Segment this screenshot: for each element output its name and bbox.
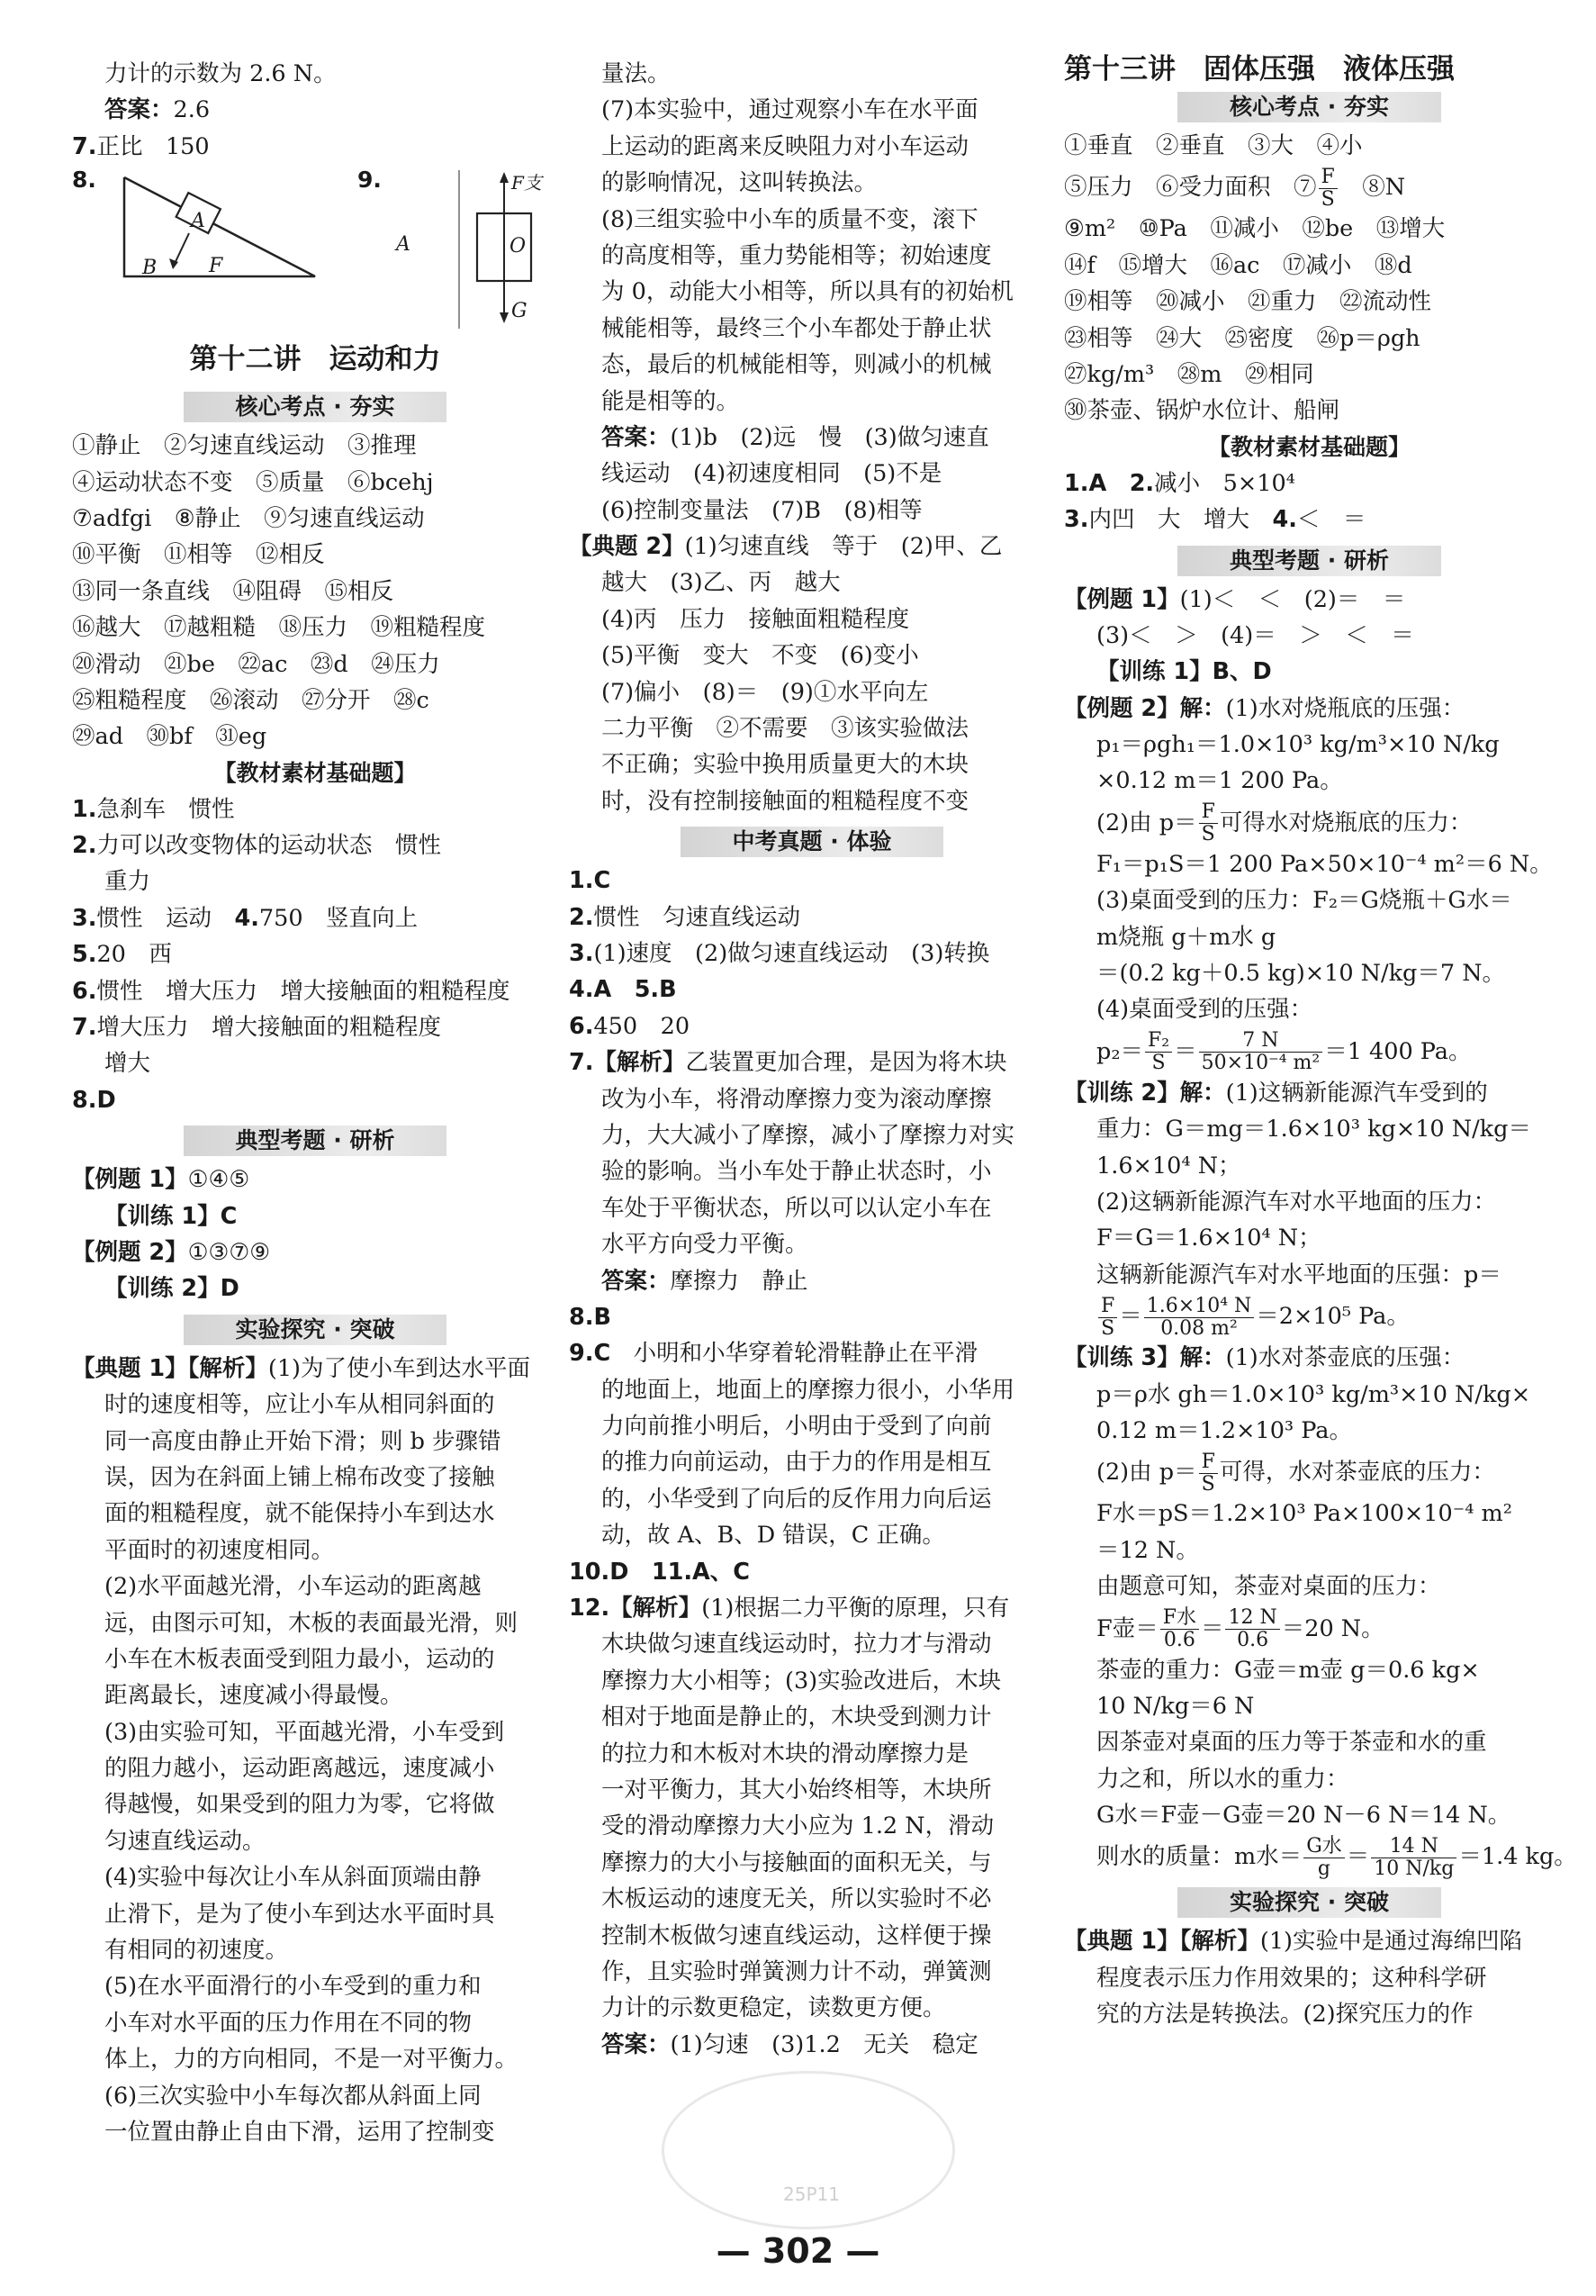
- text-line: (2)由 p＝ $\frac{F}{S}$ 可得，水对茶壶底的压力：: [1096, 1450, 1495, 1496]
- text-line: (4)实验中每次让小车从斜面顶端由静: [104, 1864, 482, 1892]
- text-line: ㉗kg/m³ ㉘m ㉙相同: [1064, 360, 1314, 388]
- figure-9-number: 9.: [357, 167, 382, 194]
- answer-line: 答案：(1)b (2)远 慢 (3)做匀速直: [601, 423, 989, 451]
- section-header: 实验探究 · 突破: [1064, 1887, 1555, 1918]
- answer-line: 1.C: [569, 867, 611, 895]
- answer-line: 8.B: [569, 1303, 611, 1331]
- label-a: A: [191, 210, 205, 233]
- text-line: 茶壶的重力：G壶＝m壶 g＝0.6 kg×: [1096, 1656, 1480, 1684]
- fraction: $\frac{12 N}{0.6}$: [1225, 1607, 1279, 1651]
- text-line: 改为小车，将滑动摩擦力变为滚动摩擦: [601, 1085, 992, 1113]
- answer-line: 答案：(1)匀速 (3)1.2 无关 稳定: [601, 2030, 978, 2058]
- answer-line: 7.【解析】乙装置更加合理，是因为将木块: [569, 1049, 1007, 1077]
- text-line: ⑳滑动 ㉑be ㉒ac ㉓d ㉔压力: [72, 650, 440, 678]
- text-line: 力向前推小明后，小明由于受到了向前: [601, 1413, 992, 1441]
- text-line: ⑤压力 ⑥受力面积 ⑦ $\frac{F}{S}$ ⑧N: [1064, 165, 1406, 211]
- text-line: ⑩平衡 ⑪相等 ⑫相反: [72, 541, 325, 569]
- text-line: 水平方向受力平衡。: [601, 1231, 808, 1259]
- text-line: 量法。: [601, 60, 671, 87]
- text-line: 越大 (3)乙、丙 越大: [601, 569, 841, 597]
- answer-line: 8.D: [72, 1086, 116, 1114]
- answer-line: 答案：摩擦力 静止: [601, 1267, 808, 1295]
- text-line: 由题意可知，茶壶对桌面的压力：: [1096, 1573, 1441, 1601]
- text-line: (8)三组实验中小车的质量不变，滚下: [601, 205, 978, 233]
- text-line: 程度表示压力作用效果的；这种科学研: [1096, 1964, 1487, 1992]
- chapter-title: 第十三讲 固体压强 液体压强: [1064, 53, 1455, 86]
- text-line: p₁＝ρgh₁＝1.0×10³ kg/m³×10 N/kg: [1096, 731, 1500, 759]
- text-line: 能是相等的。: [601, 387, 740, 415]
- text-line: 0.12 m＝1.2×10³ Pa。: [1096, 1416, 1352, 1444]
- figures-8-9: [72, 165, 558, 334]
- text-line: $\frac{F}{S}$ ＝ $\frac{\text{1.6×10⁴ N}}{\text{0.08 m²}}$ ＝2×10⁵ Pa。: [1064, 1293, 1555, 1340]
- answer-line: 4.A 5.B: [569, 976, 677, 1004]
- watermark-seal: [662, 2071, 955, 2229]
- text-line: 得越慢，如果受到的阻力为零，它将做: [104, 1791, 495, 1819]
- answer-7: 7.正比 150: [72, 132, 210, 160]
- answer-line: 9.C 小明和小华穿着轮滑鞋静止在平滑: [569, 1340, 978, 1368]
- text-line: 一位置由静止自由下滑，运用了控制变: [104, 2118, 495, 2146]
- answer-line: 【典题 1】【解析】(1)实验中是通过海绵凹陷: [1064, 1928, 1522, 1956]
- answer-line: 【训练 1】C: [104, 1202, 238, 1230]
- text-line: 力之和，所以水的重力：: [1096, 1765, 1349, 1793]
- text-line: ＝12 N。: [1096, 1536, 1199, 1564]
- right-column: [1064, 53, 1577, 2033]
- subsection-title: 【教材素材基础题】: [213, 759, 417, 786]
- answer-line: 3.内凹 大 增大 4.＜ ＝: [1064, 506, 1366, 534]
- text-line: ①静止 ②匀速直线运动 ③推理: [72, 432, 417, 460]
- subsection-title: 【教材素材基础题】: [1207, 433, 1411, 460]
- text-line: 增大: [104, 1050, 151, 1078]
- answer-line: 1.A 2.减小 5×10⁴: [1064, 469, 1295, 497]
- text-line: ＝(0.2 kg＋0.5 kg)×10 N/kg＝7 N。: [1096, 960, 1506, 988]
- text-line: ×0.12 m＝1 200 Pa。: [1096, 767, 1343, 795]
- text-line: 摩擦力大小相等；(3)实验改进后，木块: [601, 1667, 1002, 1695]
- fraction: $\frac{F}{S}$: [1199, 1451, 1218, 1496]
- text-line: 验的影响。当小车处于静止状态时，小: [601, 1158, 992, 1186]
- text-line: (5)在水平面滑行的小车受到的重力和: [104, 1973, 482, 2001]
- text-line: 控制木板做匀速直线运动，这样便于操: [601, 1921, 992, 1949]
- text-line: (3)由实验可知，平面越光滑，小车受到: [104, 1718, 505, 1746]
- answer-line: 【典题 2】(1)匀速直线 等于 (2)甲、乙: [569, 533, 1003, 561]
- fraction: $\frac{14 N}{10 N/kg}$: [1371, 1836, 1456, 1880]
- text-line: p₂＝ $\frac{\text{F₂}}{S}$ ＝ $\frac{7 N}{\text{50×10⁻⁴ m²}}$ ＝1 400 Pa。: [1096, 1029, 1472, 1075]
- text-line: (6)三次实验中小车每次都从斜面上同: [104, 2082, 482, 2110]
- text-line: ⑬同一条直线 ⑭阻碍 ⑮相反: [72, 577, 394, 605]
- answer-line: 2.力可以改变物体的运动状态 惯性: [72, 832, 441, 860]
- text-line: 木板运动的速度无关，所以实验时不必: [601, 1885, 992, 1913]
- text-line: 平面时的初速度相同。: [104, 1536, 335, 1564]
- text-line: 距离最长，速度减小得最慢。: [104, 1682, 403, 1710]
- section-header: 核心考点 · 夯实: [1064, 92, 1555, 122]
- text-line: 远，由图示可知，木板的表面最光滑，则: [104, 1609, 518, 1637]
- text-line: 小车在木板表面受到阻力最小，运动的: [104, 1645, 495, 1673]
- answer-line: 答案：2.6: [104, 96, 211, 124]
- text-line: ⑨m² ⑩Pa ⑪减小 ⑫be ⑬增大: [1064, 215, 1446, 243]
- answer-line: 6.惯性 增大压力 增大接触面的粗糙程度: [72, 977, 510, 1005]
- text-line: 摩擦力的大小与接触面的面积无关，与: [601, 1849, 992, 1876]
- text-line: 有相同的初速度。: [104, 1937, 289, 1965]
- label-a: A: [396, 233, 410, 257]
- fraction: $\frac{7 N}{\text{50×10⁻⁴ m²}}$: [1199, 1030, 1323, 1074]
- text-line: 二力平衡 ②不需要 ③该实验做法: [601, 715, 969, 743]
- text-line: 的高度相等，重力势能相等；初始速度: [601, 241, 992, 269]
- text-line: ⑦adfgi ⑧静止 ⑨匀速直线运动: [72, 504, 425, 532]
- fraction: $\frac{\text{F₂}}{S}$: [1145, 1030, 1172, 1074]
- text-line: 面的粗糙程度，就不能保持小车到达水: [104, 1500, 495, 1528]
- text-line: ④运动状态不变 ⑤质量 ⑥bcehj: [72, 468, 434, 496]
- text-line: 力计的示数更稳定，读数更方便。: [601, 1994, 946, 2022]
- text-line: p＝ρ水 gh＝1.0×10³ kg/m³×10 N/kg×: [1096, 1380, 1531, 1408]
- text-line: 的阻力越小，运动距离越远，速度减小: [104, 1755, 495, 1783]
- fraction: $\frac{F}{S}$: [1199, 801, 1218, 845]
- answer-line: 1.急刹车 惯性: [72, 795, 235, 823]
- text-line: 的拉力和木板对木块的滑动摩擦力是: [601, 1740, 969, 1767]
- text-line: ⑭f ⑮增大 ⑯ac ⑰减小 ⑱d: [1064, 251, 1412, 279]
- text-line: 线运动 (4)初速度相同 (5)不是: [601, 460, 942, 488]
- text-line: F水＝pS＝1.2×10³ Pa×100×10⁻⁴ m²: [1096, 1500, 1512, 1528]
- text-line: F＝G＝1.6×10⁴ N；: [1096, 1225, 1321, 1252]
- text-line: 一对平衡力，其大小始终相等，木块所: [601, 1776, 992, 1803]
- text-line: 时的速度相等，应让小车从相同斜面的: [104, 1391, 495, 1419]
- section-header: 典型考题 · 研析: [72, 1125, 558, 1156]
- answer-line: 3.(1)速度 (2)做匀速直线运动 (3)转换: [569, 939, 990, 967]
- answer-line: 【典题 1】【解析】(1)为了使小车到达水平面: [72, 1354, 530, 1382]
- text-line: 作，且实验时弹簧测力计不动，弹簧测: [601, 1957, 992, 1985]
- middle-column: [569, 56, 1055, 2063]
- text-line: (3)＜ ＞ (4)＝ ＞ ＜ ＝: [1096, 621, 1414, 649]
- answer-line: 12.【解析】(1)根据二力平衡的原理，只有: [569, 1595, 1010, 1623]
- text-line: 车处于平衡状态，所以可以认定小车在: [601, 1194, 992, 1222]
- left-column: [72, 56, 558, 2150]
- text-line: ㉚茶壶、锅炉水位计、船闸: [1064, 397, 1340, 425]
- text-line: (2)这辆新能源汽车对水平地面的压力：: [1096, 1188, 1497, 1216]
- text-line: 这辆新能源汽车对水平地面的压强：p＝: [1096, 1261, 1501, 1288]
- answer-line: 【训练 2】D: [104, 1275, 239, 1303]
- text-line: 则水的质量：m水＝ $\frac{\text{G水}}{g}$ ＝ $\frac{14 N}{10 N/kg}$ ＝1.4 kg。: [1096, 1834, 1577, 1880]
- text-line: 究的方法是转换法。(2)探究压力的作: [1096, 2001, 1474, 2029]
- text-line: 的，小华受到了向后的反作用力向后运: [601, 1485, 992, 1513]
- answer-line: 【训练 1】B、D: [1096, 658, 1272, 686]
- text-line: ㉓相等 ㉔大 ㉕密度 ㉖p＝ρgh: [1064, 324, 1420, 352]
- section-header: 典型考题 · 研析: [1064, 546, 1555, 576]
- text-line: 重力: [104, 868, 151, 896]
- text-line: (7)偏小 (8)＝ (9)①水平向左: [601, 678, 929, 706]
- section-header: 中考真题 · 体验: [569, 827, 1055, 857]
- answer-line: 3.惯性 运动 4.750 竖直向上: [72, 904, 419, 932]
- text-line: 时，没有控制接触面的粗糙程度不变: [601, 787, 969, 815]
- text-line: 10 N/kg＝6 N: [1096, 1692, 1255, 1720]
- text-line: (6)控制变量法 (7)B (8)相等: [601, 496, 923, 524]
- text-line: 的影响情况，这叫转换法。: [601, 169, 878, 197]
- answer-line: 7.增大压力 增大接触面的粗糙程度: [72, 1014, 441, 1042]
- text-line: (7)本实验中，通过观察小车在水平面: [601, 96, 978, 124]
- text-line: 受的滑动摩擦力大小应为 1.2 N，滑动: [601, 1812, 995, 1840]
- fraction: $\frac{\text{F水}}{0.6}$: [1160, 1607, 1199, 1651]
- text-line: 小车对水平面的压力作用在不同的物: [104, 2009, 473, 2037]
- text-line: (5)平衡 变大 不变 (6)变小: [601, 642, 919, 670]
- text-line: 匀速直线运动。: [104, 1827, 266, 1855]
- answer-line: 【训练 2】解：(1)这辆新能源汽车受到的: [1064, 1079, 1488, 1107]
- text-line: 为 0，动能大小相等，所以具有的初始机: [601, 278, 1014, 306]
- section-header: 实验探究 · 突破: [72, 1315, 558, 1345]
- text-line: 木块做匀速直线运动时，拉力才与滑动: [601, 1631, 992, 1659]
- wall-block-diagram: [410, 168, 572, 330]
- text-line: F₁＝p₁S＝1 200 Pa×50×10⁻⁴ m²＝6 N。: [1096, 850, 1553, 878]
- text-line: ㉙ad ㉚bf ㉛eg: [72, 723, 267, 751]
- answer-line: 5.20 西: [72, 941, 172, 969]
- text-line: 的推力向前运动，由于力的作用是相互: [601, 1449, 992, 1477]
- fraction: $\frac{\text{1.6×10⁴ N}}{\text{0.08 m²}}$: [1144, 1296, 1254, 1340]
- fraction: $\frac{F}{S}$: [1098, 1296, 1117, 1340]
- text-line: 动，故 A、B、D 错误，C 正确。: [601, 1522, 945, 1550]
- label-g: G: [511, 300, 527, 323]
- answer-line: 【例题 1】(1)＜ ＜ (2)＝ ＝: [1064, 585, 1406, 613]
- figure-8-number: 8.: [72, 167, 96, 194]
- text-line: G水＝F壶－G壶＝20 N－6 N＝14 N。: [1096, 1802, 1511, 1830]
- text-line: F壶＝ $\frac{\text{F水}}{0.6}$ ＝ $\frac{12 N}{0.6}$ ＝20 N。: [1096, 1606, 1384, 1651]
- answer-line: 【训练 3】解：(1)水对茶壶底的压强：: [1064, 1344, 1465, 1372]
- label-f-support: F支: [511, 172, 542, 194]
- text-line: 止滑下，是为了使小车到达水平面时具: [104, 1900, 495, 1928]
- answer-line: 【例题 2】①③⑦⑨: [72, 1238, 271, 1266]
- text-line: 同一高度由静止开始下滑；则 b 步骤错: [104, 1427, 501, 1455]
- text-line: (2)水平面越光滑，小车运动的距离越: [104, 1573, 482, 1601]
- print-code: 25P11: [783, 2183, 840, 2205]
- chapter-title: 第十二讲 运动和力: [189, 343, 441, 376]
- text-line: (3)桌面受到的压力：F₂＝G烧瓶＋G水＝: [1096, 887, 1512, 915]
- label-f: F: [209, 255, 223, 278]
- text-line: 相对于地面是静止的，木块受到测力计: [601, 1704, 992, 1731]
- answer-line: 10.D 11.A、C: [569, 1558, 750, 1586]
- text-line: ①垂直 ②垂直 ③大 ④小: [1064, 132, 1363, 159]
- text-line: 态，最后的机械能相等，则减小的机械: [601, 351, 992, 379]
- label-o: O: [509, 235, 527, 258]
- text-line: 体上，力的方向相同，不是一对平衡力。: [104, 2046, 518, 2074]
- answer-line: 【例题 1】①④⑤: [72, 1166, 250, 1194]
- label-b: B: [142, 257, 158, 280]
- fraction: $\frac{F}{S}$: [1319, 167, 1338, 211]
- text-line: 的地面上，地面上的摩擦力很小，小华用: [601, 1376, 1015, 1404]
- text-line: 力，大大减小了摩擦，减小了摩擦力对实: [601, 1121, 1015, 1149]
- answer-line: 6.450 20: [569, 1012, 690, 1040]
- answer-line: 2.惯性 匀速直线运动: [569, 903, 800, 931]
- section-header: 核心考点 · 夯实: [72, 392, 558, 422]
- text-line: 因茶壶对桌面的压力等于茶壶和水的重: [1096, 1729, 1487, 1757]
- fraction: $\frac{\text{G水}}{g}$: [1303, 1836, 1345, 1880]
- answer-line: 【例题 2】解：(1)水对烧瓶底的压强：: [1064, 694, 1465, 722]
- page-number: — 302 —: [716, 2231, 880, 2271]
- text-line: 误，因为在斜面上铺上棉布改变了接触: [104, 1463, 495, 1491]
- text-line: 重力：G＝mg＝1.6×10³ kg×10 N/kg＝: [1096, 1116, 1531, 1143]
- text-line: ㉕粗糙程度 ㉖滚动 ㉗分开 ㉘c: [72, 686, 429, 714]
- text-line: 不正确；实验中换用质量更大的木块: [601, 751, 969, 779]
- text-line: ⑲相等 ⑳减小 ㉑重力 ㉒流动性: [1064, 288, 1432, 316]
- text-line: (2)由 p＝ $\frac{F}{S}$ 可得水对烧瓶底的压力：: [1096, 800, 1473, 846]
- text-line: 上运动的距离来反映阻力对小车运动: [601, 132, 969, 160]
- text-line: m烧瓶 g＋m水 g: [1096, 923, 1276, 951]
- text-line: (4)丙 压力 接触面粗糙程度: [601, 605, 910, 633]
- text-line: 1.6×10⁴ N；: [1096, 1152, 1241, 1180]
- text-line: 械能相等，最终三个小车都处于静止状: [601, 314, 992, 342]
- text-line: 力计的示数为 2.6 N。: [104, 60, 337, 87]
- text-line: ⑯越大 ⑰越粗糙 ⑱压力 ⑲粗糙程度: [72, 614, 486, 642]
- text-line: (4)桌面受到的压强：: [1096, 996, 1313, 1024]
